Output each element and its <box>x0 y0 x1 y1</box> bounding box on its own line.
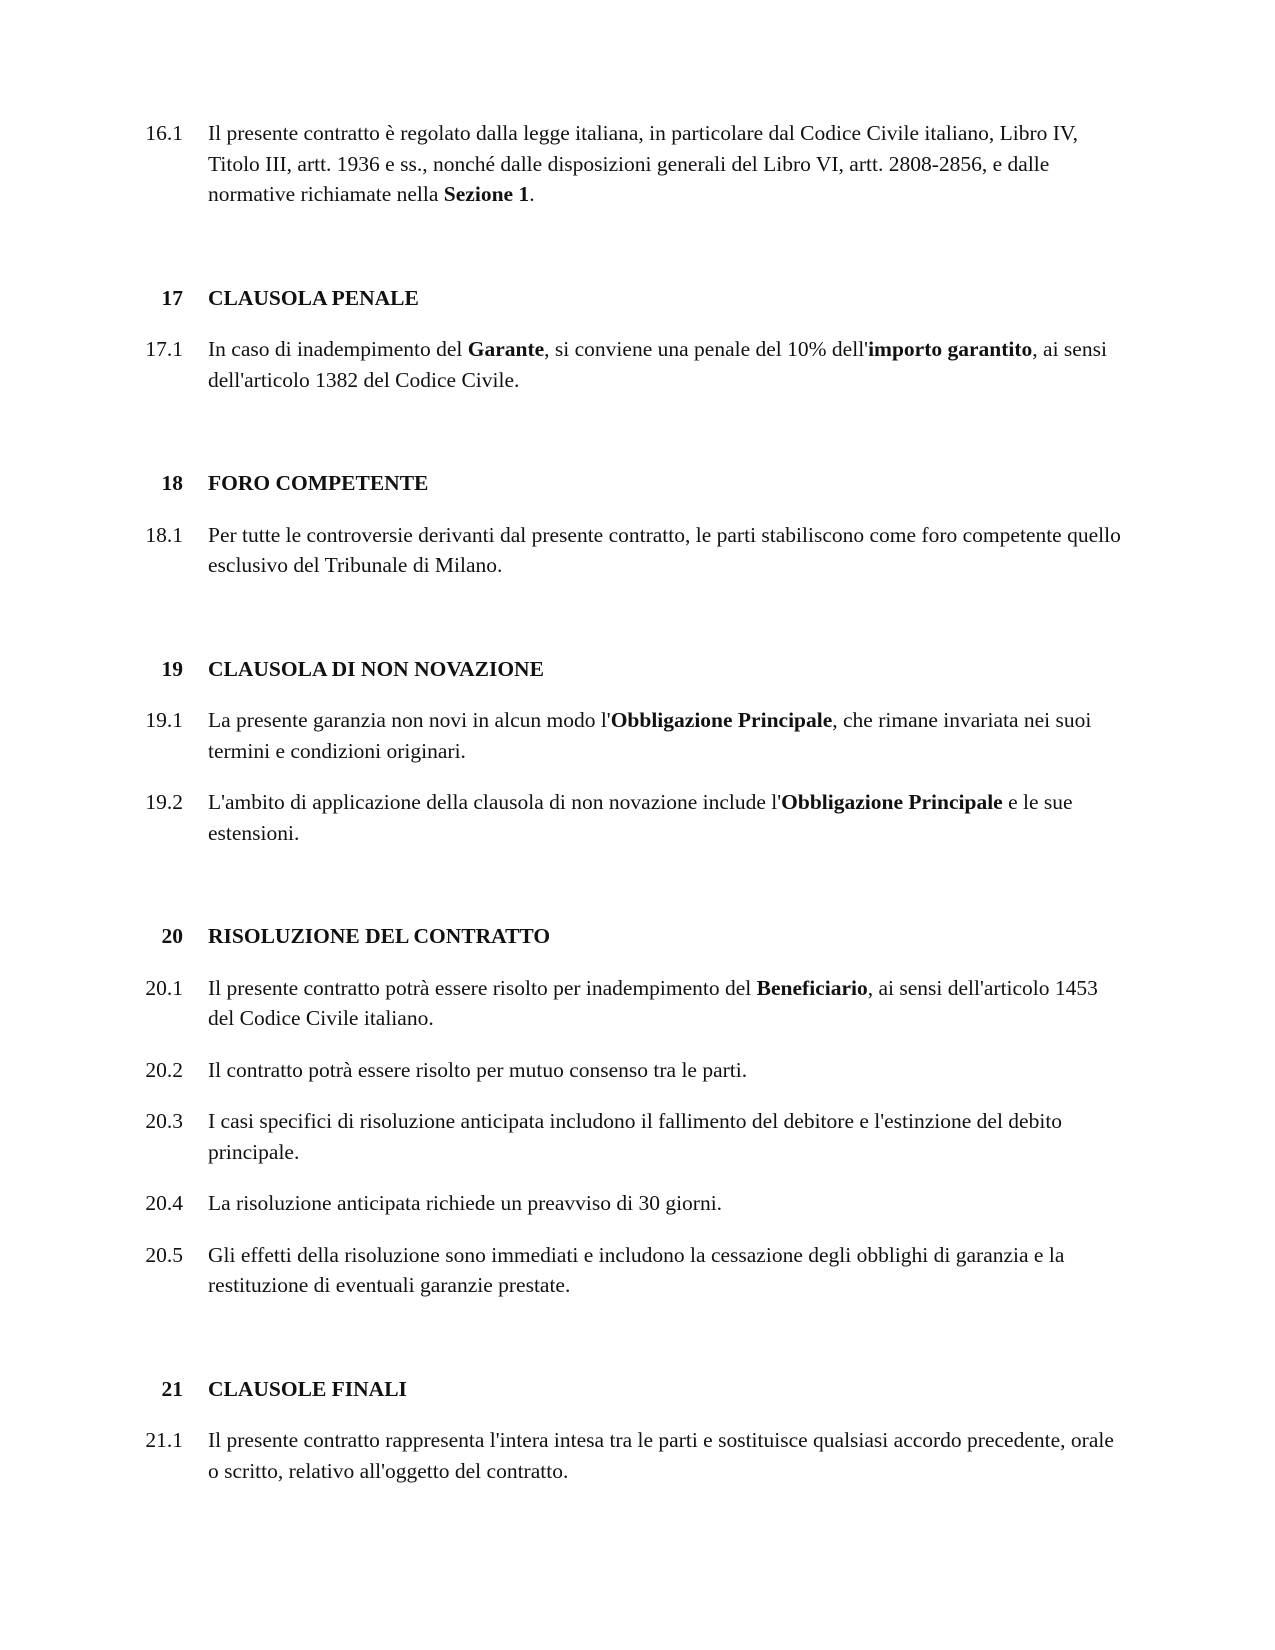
section-number: 19 <box>161 656 183 681</box>
bold-term: Beneficiario <box>756 975 868 1000</box>
text-segment: L'ambito di applicazione della clausola di non novazione include l' <box>208 790 782 814</box>
text-segment: Il presente contratto rappresenta l'intera intesa tra le parti e sostituisce qualsiasi accordo precedente, orale o scritto, relativo all'oggetto del contratto. <box>208 1428 1114 1483</box>
clause-number: 20.2 <box>145 1057 183 1082</box>
section-number: 21 <box>161 1376 183 1401</box>
clause-number: 20.4 <box>145 1191 183 1215</box>
clause-paragraph <box>145 1425 1128 1486</box>
clause-paragraph <box>145 705 1128 766</box>
clause-text <box>208 705 1128 766</box>
clause-text <box>208 1055 1128 1086</box>
clause-paragraph <box>145 118 1128 210</box>
clause-text <box>208 520 1128 581</box>
text-segment: La risoluzione anticipata richiede un preavviso di 30 giorni. <box>208 1191 723 1215</box>
clause-number: 18.1 <box>145 522 183 547</box>
clause-text <box>208 334 1128 395</box>
section-heading <box>145 1374 1128 1405</box>
section-heading <box>145 921 1128 952</box>
bold-term: Sezione 1 <box>443 182 530 206</box>
clause-number: 19.1 <box>145 708 183 732</box>
section-number: 18 <box>161 471 183 495</box>
section-title: CLAUSOLE FINALI <box>208 1376 407 1401</box>
section-title: RISOLUZIONE DEL CONTRATTO <box>208 924 551 948</box>
clause-text <box>208 787 1128 848</box>
text-segment: I casi specifici di risoluzione anticipata includono il fallimento del debitore e l'estinzione del debito principale. <box>208 1109 1063 1164</box>
clause-number: 21.1 <box>145 1428 183 1452</box>
text-segment: , si conviene una penale del 10% dell' <box>544 337 869 361</box>
section-title: CLAUSOLA PENALE <box>208 285 419 310</box>
clause-number: 16.1 <box>145 121 183 145</box>
text-segment: In caso di inadempimento del <box>208 337 468 361</box>
text-segment: . <box>529 182 535 206</box>
clause-paragraph <box>145 1188 1128 1219</box>
text-segment: e le sue estensioni. <box>208 790 1073 845</box>
clause-paragraph <box>145 787 1128 848</box>
text-segment: La presente garanzia non novi in alcun modo l' <box>208 708 611 732</box>
clause-text <box>208 1240 1128 1301</box>
bold-term: Garante <box>467 337 545 361</box>
section-title: FORO COMPETENTE <box>208 471 429 495</box>
text-segment: Il contratto potrà essere risolto per mutuo consenso tra le parti. <box>208 1057 748 1082</box>
section-number: 17 <box>161 285 183 310</box>
clause-paragraph <box>145 520 1128 581</box>
bold-term: Obbligazione Principale <box>610 708 833 732</box>
clause-text <box>208 1188 1128 1219</box>
clause-paragraph <box>145 1055 1128 1086</box>
text-segment: Il presente contratto potrà essere risolto per inadempimento del <box>208 975 757 1000</box>
text-segment: Per tutte le controversie derivanti dal presente contratto, le parti stabiliscono come foro competente quello esclusivo del Tribunale di Milano. <box>208 522 1121 577</box>
clause-paragraph <box>145 1240 1128 1301</box>
section-heading <box>145 468 1128 499</box>
text-segment: Il presente contratto è regolato dalla legge italiana, in particolare dal Codice Civile italiano, Libro IV, Titolo III, artt. 1936 e ss., nonché dalle disposizioni generali del Libro VI, artt. 2808-2856, e dalle normative richiamate nella <box>208 121 1079 206</box>
clause-paragraph <box>145 973 1128 1034</box>
bold-term: importo garantito <box>868 337 1033 361</box>
bold-term: Obbligazione Principale <box>781 790 1003 814</box>
clause-number: 20.1 <box>145 975 183 1000</box>
clause-number: 17.1 <box>145 337 183 361</box>
clause-text <box>208 1106 1128 1167</box>
text-segment: , ai sensi dell'articolo 1453 del Codice Civile italiano. <box>208 975 1098 1030</box>
clause-text <box>208 118 1128 210</box>
clause-number: 19.2 <box>145 790 183 814</box>
text-segment: , che rimane invariata nei suoi termini e condizioni originari. <box>208 708 1092 763</box>
clause-paragraph <box>145 1106 1128 1167</box>
section-heading <box>145 283 1128 314</box>
section-heading <box>145 654 1128 685</box>
clause-number: 20.5 <box>145 1242 183 1267</box>
text-segment: , ai sensi dell'articolo 1382 del Codice Civile. <box>208 337 1107 392</box>
section-number: 20 <box>161 924 183 948</box>
clause-text <box>208 973 1128 1034</box>
section-title: CLAUSOLA DI NON NOVAZIONE <box>208 656 544 681</box>
clause-text <box>208 1425 1128 1486</box>
clause-number: 20.3 <box>145 1109 183 1133</box>
text-segment: Gli effetti della risoluzione sono immediati e includono la cessazione degli obblighi di garanzia e la restituzione di eventuali garanzie prestate. <box>208 1242 1065 1297</box>
contract-sections <box>145 118 1128 1486</box>
clause-paragraph <box>145 334 1128 395</box>
